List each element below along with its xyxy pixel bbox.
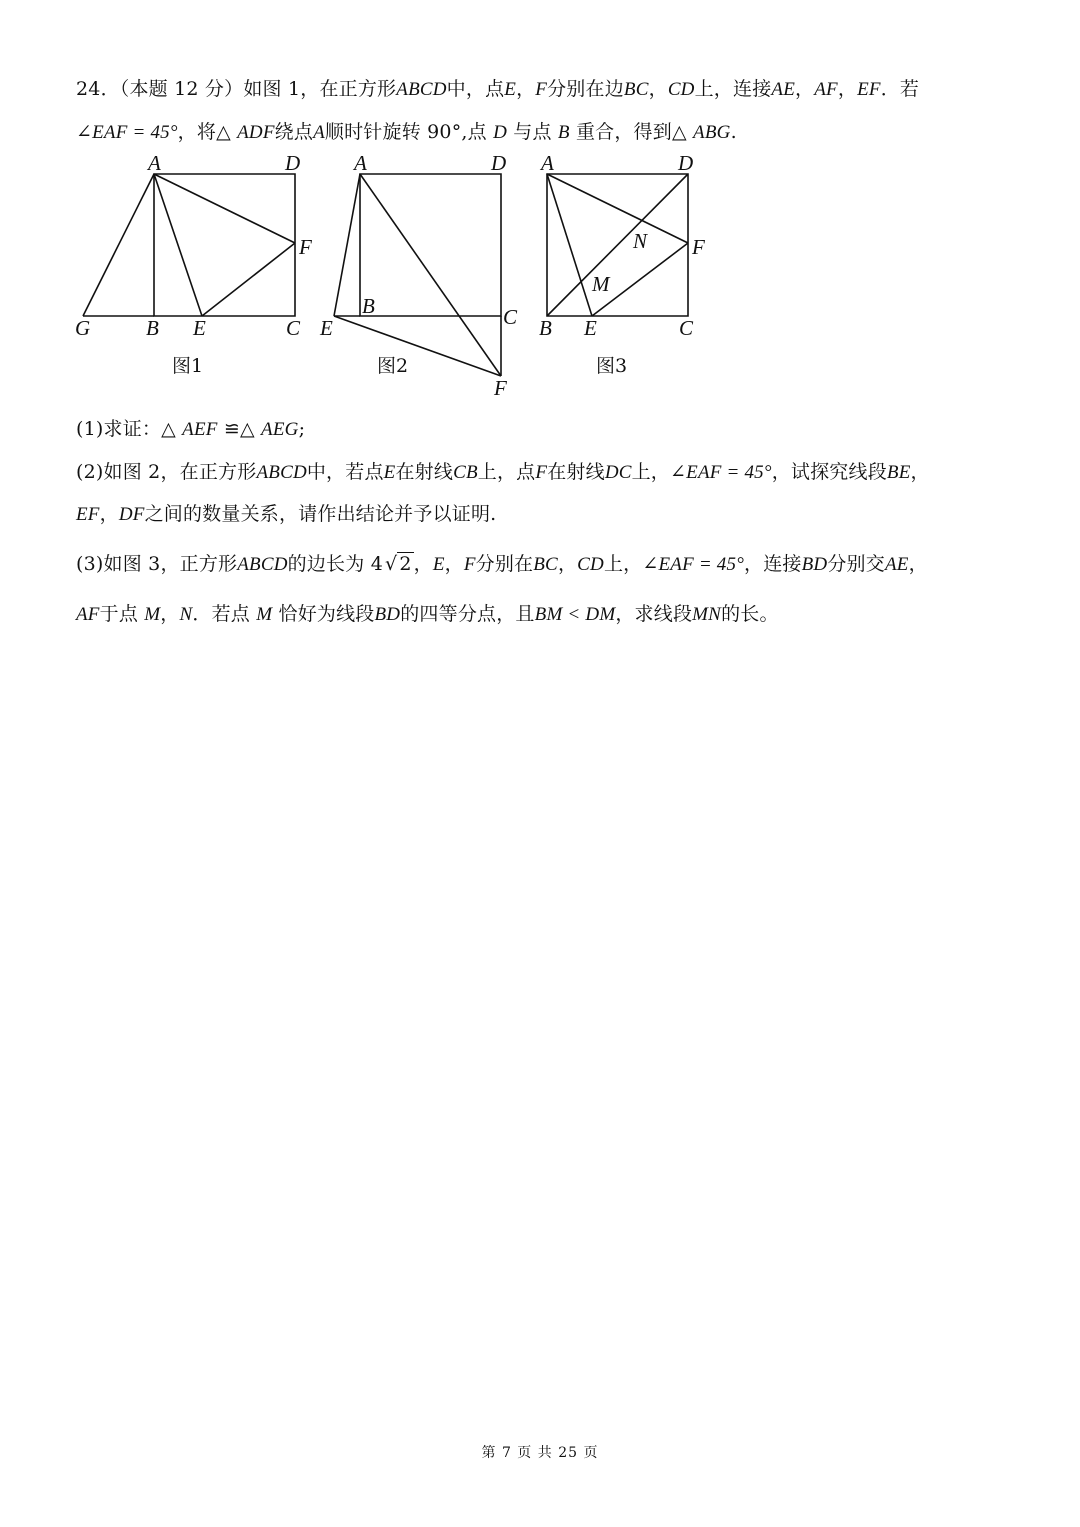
- text: 上，点: [477, 461, 536, 483]
- math: F: [535, 462, 548, 483]
- text: 上，: [631, 461, 671, 483]
- math: ∠EAF = 45°: [76, 122, 178, 143]
- problem-header: 24．（本题 12 分）如图 1，在正方形: [76, 78, 397, 100]
- math: AEG: [261, 419, 299, 440]
- text: 于点: [99, 603, 145, 625]
- text: ，: [557, 553, 578, 575]
- text: 中，若点: [306, 461, 384, 483]
- math: CB: [453, 462, 478, 483]
- fig1-segment-EF: [202, 243, 295, 316]
- fig1-label-A: A: [148, 151, 161, 175]
- text: 分别交: [827, 553, 885, 575]
- text: 分别在边: [547, 78, 624, 100]
- part-3-line-2: [76, 599, 779, 626]
- fig3-label-E: E: [584, 316, 597, 340]
- fig3-segment-AE: [547, 174, 592, 316]
- part-1: [76, 414, 305, 441]
- text: 在射线: [395, 461, 454, 483]
- text: 之间的数量关系，请作出结论并予以证明.: [144, 503, 497, 525]
- fig1-label-D: D: [285, 151, 301, 175]
- math: DC: [604, 462, 632, 483]
- fig3-label-A: A: [541, 151, 554, 175]
- fig3-label-F: F: [692, 235, 705, 259]
- fig2-label-C: C: [503, 305, 518, 329]
- math: E: [432, 554, 445, 575]
- fig2-segment-AF: [360, 174, 501, 376]
- fig2-caption: 图2: [377, 355, 409, 377]
- math: DF: [118, 504, 145, 525]
- page-footer: 第 7 页 共 25 页: [481, 1445, 599, 1461]
- text: 绕点: [274, 121, 314, 143]
- fig2-label-F: F: [494, 376, 507, 400]
- fig1-label-E: E: [193, 316, 206, 340]
- part-2-line-2: [76, 499, 496, 526]
- fig1-label-B: B: [146, 316, 159, 340]
- text: ，: [648, 78, 668, 100]
- math: D: [493, 122, 508, 143]
- fig3-label-N: N: [633, 229, 648, 253]
- text: 中，点: [446, 78, 505, 100]
- part-3-line-1: [76, 549, 928, 576]
- text: ，: [908, 553, 928, 575]
- text: ，: [99, 503, 119, 525]
- fig1-caption: 图1: [172, 355, 204, 377]
- text: 在射线: [547, 461, 605, 483]
- geometry-figures: [0, 150, 1080, 405]
- fig3-label-C: C: [679, 316, 694, 340]
- math: AE: [771, 79, 796, 100]
- math: E: [504, 79, 517, 100]
- math: F: [535, 79, 548, 100]
- text: 恰好为线段: [272, 603, 375, 625]
- text: ，: [516, 78, 536, 100]
- text: ，求线段: [615, 603, 693, 625]
- fig1-label-C: C: [286, 316, 301, 340]
- text: ，: [444, 553, 464, 575]
- text: (2)如图 2，在正方形: [76, 461, 257, 483]
- figure-2: [319, 151, 518, 400]
- math: BE: [886, 462, 911, 483]
- fig1-label-F: F: [299, 235, 312, 259]
- math: ABCD: [396, 79, 447, 100]
- text: ，: [910, 461, 930, 483]
- problem-line-1: [76, 74, 919, 101]
- math: AF: [814, 79, 838, 100]
- fig1-segment-AE: [154, 174, 202, 316]
- fig3-label-M: M: [592, 272, 610, 296]
- text: ．若点: [192, 603, 257, 625]
- math: ADF: [237, 122, 275, 143]
- math: AEF: [182, 419, 218, 440]
- math: ABCD: [256, 462, 307, 483]
- text: 的边长为 4: [287, 553, 383, 575]
- fig1-segment-AG: [83, 174, 154, 316]
- math: MN: [692, 604, 722, 625]
- fig3-label-B: B: [539, 316, 552, 340]
- figure-3: [539, 151, 705, 377]
- math: ABCD: [237, 554, 288, 575]
- problem-line-2: [76, 117, 737, 144]
- text: ，试探究线段: [771, 461, 887, 483]
- text: 上，连接: [694, 78, 772, 100]
- text: ，: [413, 553, 433, 575]
- math: BC: [623, 79, 649, 100]
- text: 的四等分点，且: [400, 603, 535, 625]
- sqrt-radicand: 2: [399, 553, 412, 575]
- math: M: [256, 604, 273, 625]
- math: F: [463, 554, 476, 575]
- math: N: [179, 604, 193, 625]
- fig3-caption: 图3: [596, 355, 628, 377]
- part-2-line-1: [76, 457, 930, 484]
- math: E: [383, 462, 396, 483]
- text: ，: [837, 78, 858, 100]
- text: 顺时针旋转 90°,点: [324, 121, 494, 143]
- text: ，: [160, 603, 180, 625]
- fig3-label-D: D: [678, 151, 694, 175]
- text: 与点: [507, 121, 558, 143]
- fig3-segment-BD: [547, 174, 688, 316]
- text: ≌△: [217, 418, 262, 440]
- fig1-label-G: G: [75, 316, 91, 340]
- math: ABG: [693, 122, 731, 143]
- math: BD: [374, 604, 401, 625]
- math: AE: [884, 554, 909, 575]
- fig2-label-D: D: [491, 151, 507, 175]
- fig2-label-E: E: [320, 316, 333, 340]
- fig2-square: [360, 174, 501, 316]
- text: ．若: [880, 78, 920, 100]
- math: CD: [667, 79, 695, 100]
- text: 重合，得到△: [569, 121, 694, 143]
- math: M: [144, 604, 161, 625]
- math: BC: [533, 554, 558, 575]
- fig1-segment-AF: [154, 174, 295, 243]
- text: ，连接: [744, 553, 802, 575]
- text: ，将△: [177, 121, 238, 143]
- math: BD: [801, 554, 828, 575]
- math: B: [557, 122, 570, 143]
- sqrt-symbol: √ 2: [385, 553, 412, 575]
- math: BM < DM: [534, 604, 616, 625]
- text: (3)如图 3，正方形: [76, 553, 238, 575]
- math: ∠EAF = 45°: [670, 462, 772, 483]
- math: CD: [577, 554, 604, 575]
- math: ∠EAF = 45°: [642, 554, 745, 575]
- math: A: [313, 122, 325, 143]
- fig2-segment-EF: [334, 316, 501, 376]
- fig2-label-B: B: [362, 294, 375, 318]
- text: ，: [795, 78, 815, 100]
- fig2-label-A: A: [354, 151, 367, 175]
- text: 的长。: [721, 603, 779, 625]
- fig1-square: [154, 174, 295, 316]
- math: EF: [857, 79, 881, 100]
- fig3-segment-AF: [547, 174, 688, 243]
- math: EF: [76, 504, 100, 525]
- figure-1: [75, 151, 312, 377]
- text: 分别在: [475, 553, 534, 575]
- math: AF: [76, 604, 100, 625]
- text: 上，: [603, 553, 643, 575]
- text: (1)求证：△: [76, 418, 183, 440]
- text: ;: [298, 418, 306, 440]
- fig2-segment-AE: [334, 174, 360, 316]
- text: .: [730, 121, 737, 143]
